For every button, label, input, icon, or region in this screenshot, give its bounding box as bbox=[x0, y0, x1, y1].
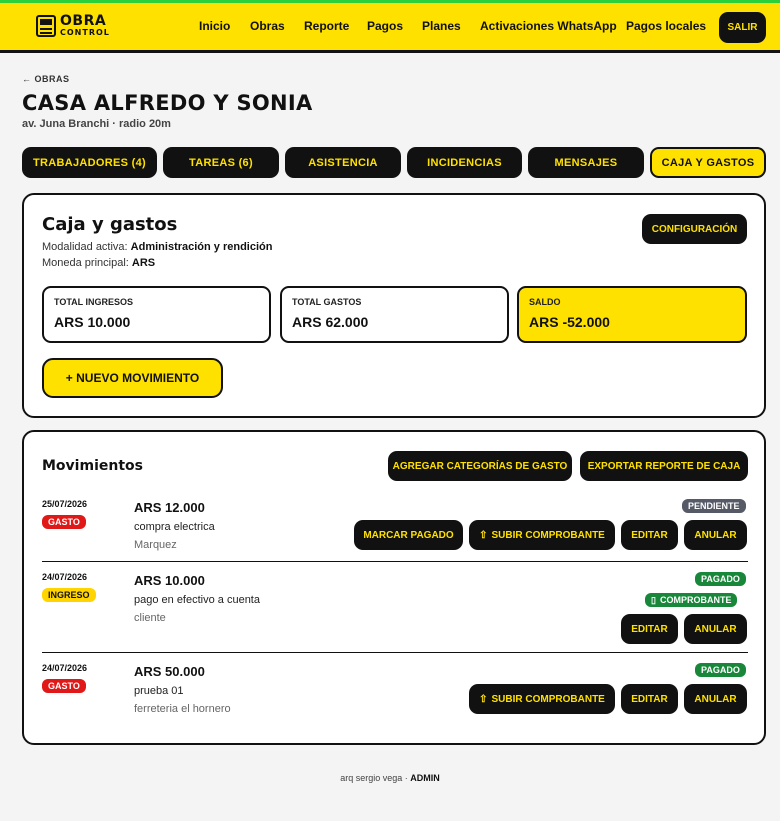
nav-pagos-locales[interactable]: Pagos locales bbox=[626, 19, 707, 33]
receipt-icon: ▯ bbox=[651, 594, 656, 605]
movements-card bbox=[22, 430, 766, 745]
row2-type-badge: INGRESO bbox=[42, 588, 96, 602]
configuracion-button[interactable]: CONFIGURACIÓN bbox=[642, 214, 747, 244]
currency-line: Moneda principal: ARS bbox=[42, 257, 156, 269]
row1-upload-receipt-button[interactable]: ⇧ SUBIR COMPROBANTE bbox=[469, 520, 615, 550]
row1-date: 25/07/2026 bbox=[42, 499, 88, 509]
upload-icon: ⇧ bbox=[479, 529, 488, 541]
top-navbar bbox=[0, 0, 780, 53]
tab-mensajes[interactable]: MENSAJES bbox=[528, 147, 644, 178]
row2-void-button[interactable]: ANULAR bbox=[684, 614, 747, 644]
row3-desc: prueba 01 bbox=[134, 685, 184, 697]
footer-user: arq sergio vega bbox=[340, 773, 403, 783]
row3-type-badge: GASTO bbox=[42, 679, 86, 693]
row1-desc: compra electrica bbox=[134, 521, 215, 533]
footer-role: ADMIN bbox=[410, 773, 440, 783]
row1-void-button[interactable]: ANULAR bbox=[684, 520, 747, 550]
row-divider bbox=[42, 652, 748, 653]
stat-total-gastos: TOTAL GASTOS ARS 62.000 bbox=[280, 286, 509, 343]
page-title: CASA ALFREDO Y SONIA bbox=[22, 91, 313, 115]
row-divider bbox=[42, 561, 748, 562]
nav-inicio[interactable]: Inicio bbox=[199, 19, 231, 33]
row1-status-badge: PENDIENTE bbox=[682, 499, 746, 513]
row1-mark-paid-button[interactable]: MARCAR PAGADO bbox=[354, 520, 463, 550]
mode-line: Modalidad activa: Administración y rendición bbox=[42, 241, 273, 253]
row1-type-badge: GASTO bbox=[42, 515, 86, 529]
row3-date: 24/07/2026 bbox=[42, 663, 88, 673]
row2-desc: pago en efectivo a cuenta bbox=[134, 594, 260, 606]
footer: arq sergio vega · ADMIN bbox=[340, 773, 440, 783]
row3-status-badge: PAGADO bbox=[695, 663, 746, 677]
row2-edit-button[interactable]: EDITAR bbox=[621, 614, 678, 644]
row2-date: 24/07/2026 bbox=[42, 572, 88, 582]
brand-logo[interactable] bbox=[36, 14, 110, 37]
tab-trabajadores[interactable]: TRABAJADORES (4) bbox=[22, 147, 157, 178]
new-movement-button[interactable]: + NUEVO MOVIMIENTO bbox=[42, 358, 223, 398]
row2-receipt-badge[interactable]: ▯ COMPROBANTE bbox=[645, 593, 737, 607]
stat-saldo: SALDO ARS -52.000 bbox=[517, 286, 747, 343]
upload-icon: ⇧ bbox=[479, 693, 488, 705]
row3-amount: ARS 50.000 bbox=[134, 664, 205, 679]
tab-caja-y-gastos[interactable]: CAJA Y GASTOS bbox=[650, 147, 766, 178]
project-subtitle: av. Juna Branchi · radio 20m bbox=[22, 118, 171, 130]
movements-title: Movimientos bbox=[42, 458, 143, 474]
row1-edit-button[interactable]: EDITAR bbox=[621, 520, 678, 550]
currency-value: ARS bbox=[131, 257, 156, 269]
brand-line1: OBRA bbox=[60, 13, 107, 29]
row1-who: Marquez bbox=[134, 539, 177, 551]
row1-amount: ARS 12.000 bbox=[134, 500, 205, 515]
tab-asistencia[interactable]: ASISTENCIA bbox=[285, 147, 401, 178]
nav-planes[interactable]: Planes bbox=[422, 19, 461, 33]
logout-button[interactable]: SALIR bbox=[719, 12, 766, 43]
nav-activaciones-whatsapp[interactable]: Activaciones WhatsApp bbox=[480, 19, 617, 33]
stat-total-ingresos: TOTAL INGRESOS ARS 10.000 bbox=[42, 286, 271, 343]
tab-incidencias[interactable]: INCIDENCIAS bbox=[407, 147, 522, 178]
building-icon bbox=[36, 15, 56, 37]
add-categories-button[interactable]: AGREGAR CATEGORÍAS DE GASTO bbox=[388, 451, 572, 481]
nav-obras[interactable]: Obras bbox=[250, 19, 285, 33]
caja-summary-card bbox=[22, 193, 766, 418]
row3-who: ferreteria el hornero bbox=[134, 703, 231, 715]
tab-tareas[interactable]: TAREAS (6) bbox=[163, 147, 279, 178]
row3-void-button[interactable]: ANULAR bbox=[684, 684, 747, 714]
row3-edit-button[interactable]: EDITAR bbox=[621, 684, 678, 714]
row2-who: cliente bbox=[134, 612, 166, 624]
row2-amount: ARS 10.000 bbox=[134, 573, 205, 588]
mode-value: Administración y rendición bbox=[130, 241, 273, 253]
export-report-button[interactable]: EXPORTAR REPORTE DE CAJA bbox=[580, 451, 748, 481]
row3-upload-receipt-button[interactable]: ⇧ SUBIR COMPROBANTE bbox=[469, 684, 615, 714]
nav-reporte[interactable]: Reporte bbox=[304, 19, 350, 33]
caja-title: Caja y gastos bbox=[42, 214, 178, 235]
brand-line2: CONTROL bbox=[60, 28, 110, 37]
nav-pagos[interactable]: Pagos bbox=[367, 19, 404, 33]
row2-status-badge: PAGADO bbox=[695, 572, 746, 586]
back-to-obras-link[interactable]: ← OBRAS bbox=[22, 74, 70, 84]
